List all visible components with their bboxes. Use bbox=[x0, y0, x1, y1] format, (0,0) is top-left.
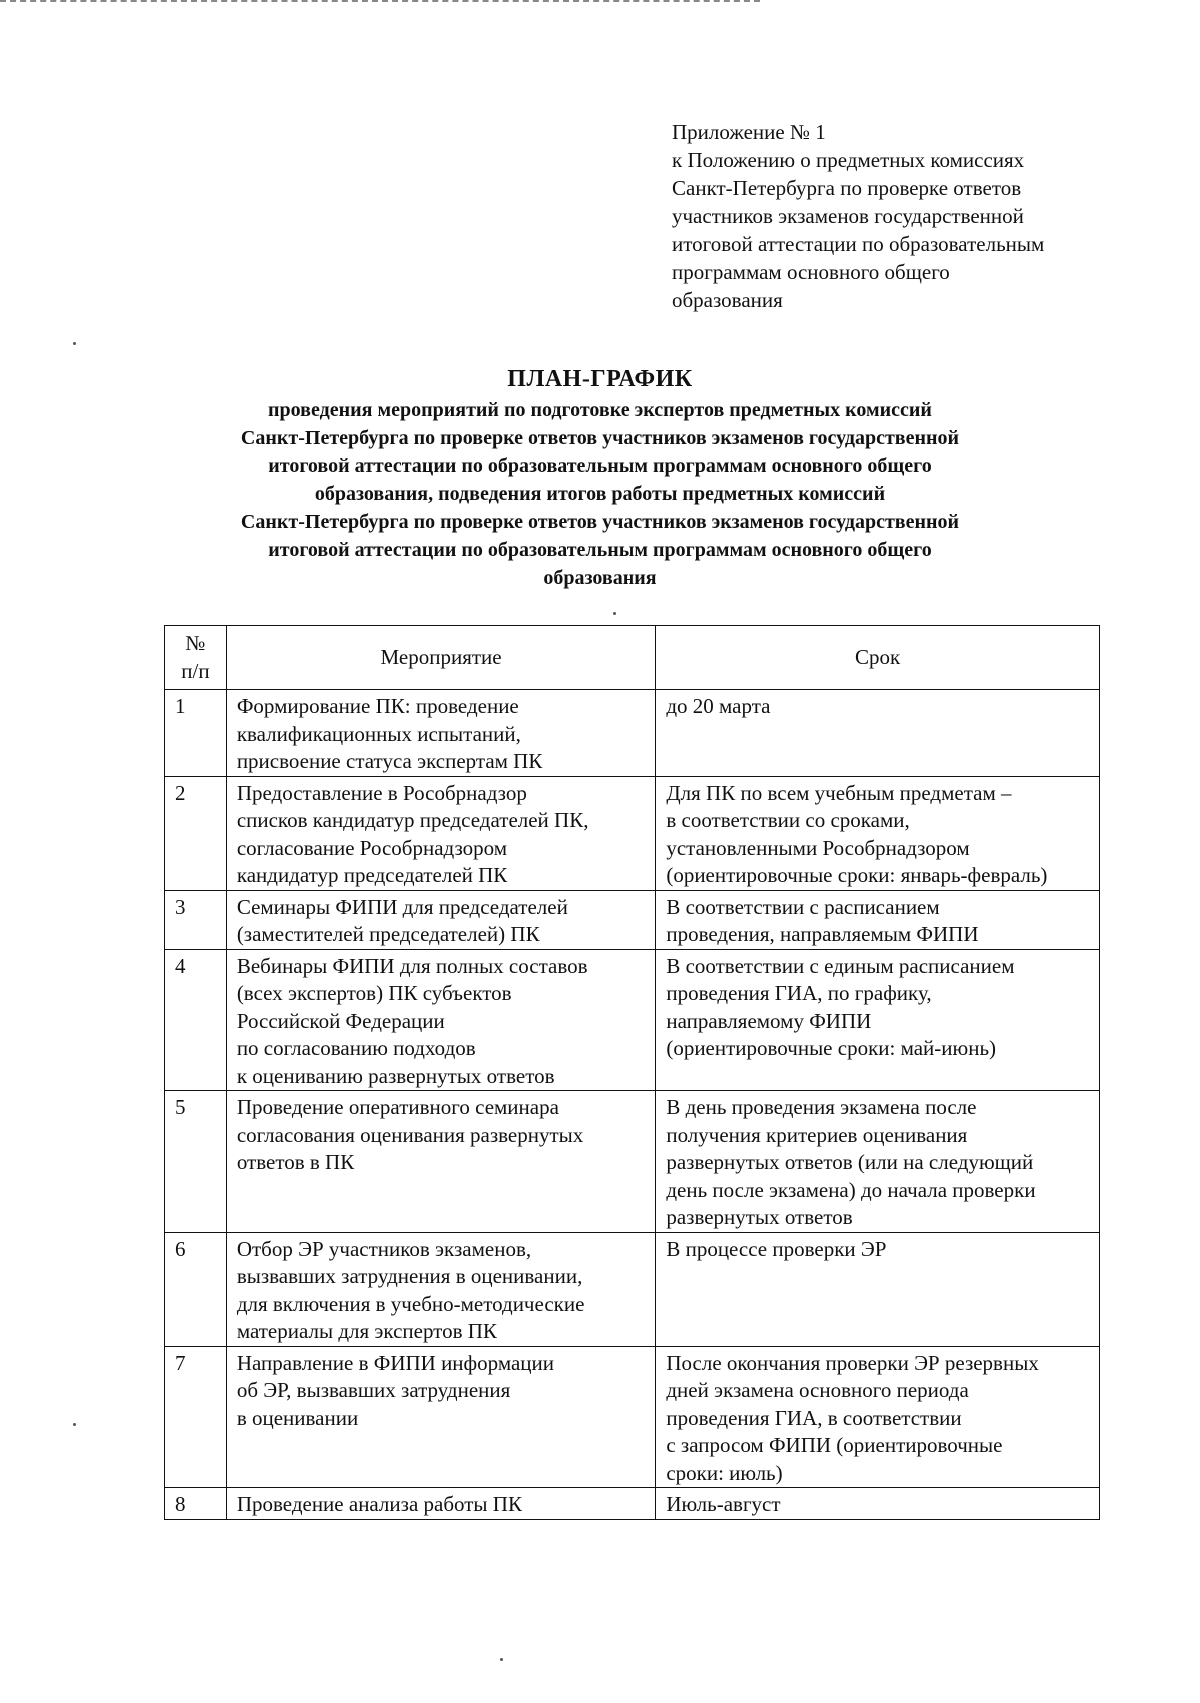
term-line: получения критериев оценивания bbox=[666, 1122, 968, 1147]
subtitle-line: итоговой аттестации по образовательным программам основного общего bbox=[268, 455, 932, 477]
term-line: После окончания проверки ЭР резервных bbox=[666, 1350, 1039, 1375]
table-row bbox=[165, 1091, 1100, 1233]
event-cell bbox=[226, 949, 656, 1091]
event-line: (заместителей председателей) ПК bbox=[236, 922, 540, 946]
scan-speck bbox=[73, 1423, 76, 1426]
header-event: Мероприятие bbox=[226, 626, 656, 690]
event-cell bbox=[226, 776, 656, 890]
term-line: В соответствии с расписанием bbox=[666, 894, 940, 919]
event-line: списков кандидатур председателей ПК, bbox=[236, 808, 589, 832]
term-line: В день проведения экзамена после bbox=[666, 1095, 977, 1119]
term-line: развернутых ответов (или на следующий bbox=[666, 1150, 1034, 1174]
event-line: Российской Федерации bbox=[236, 1008, 445, 1033]
event-line: кандидатур председателей ПК bbox=[236, 863, 508, 887]
subtitle-line: Санкт-Петербурга по проверке ответов участников экзаменов государственной bbox=[240, 427, 960, 449]
event-line: согласование Рособрнадзором bbox=[236, 835, 508, 860]
event-line: Проведение анализа работы ПК bbox=[236, 1492, 522, 1516]
term-line: проведения ГИА, в соответствии bbox=[666, 1405, 962, 1430]
scan-speck bbox=[73, 342, 76, 345]
event-line: Предоставление в Рособрнадзор bbox=[236, 780, 527, 805]
document-title: ПЛАН-ГРАФИК bbox=[507, 366, 693, 392]
header-term: Срок bbox=[656, 626, 1100, 690]
event-line: Отбор ЭР участников экзаменов, bbox=[236, 1236, 532, 1261]
table-row bbox=[165, 1346, 1100, 1488]
subtitle-line: Санкт-Петербурга по проверке ответов участников экзаменов государственной bbox=[240, 511, 960, 533]
row-number: 7 bbox=[165, 1346, 227, 1488]
term-line: В соответствии с единым расписанием bbox=[666, 953, 1015, 978]
event-cell bbox=[226, 890, 656, 949]
term-line: развернутых ответов bbox=[666, 1205, 853, 1229]
event-line: об ЭР, вызвавших затруднения bbox=[236, 1378, 511, 1402]
row-number: 4 bbox=[165, 949, 227, 1091]
event-cell bbox=[226, 1091, 656, 1233]
term-cell bbox=[656, 776, 1100, 890]
event-line: согласования оценивания развернутых bbox=[236, 1122, 584, 1147]
term-line: сроки: июль) bbox=[666, 1460, 783, 1485]
appendix-line: образования bbox=[672, 288, 783, 312]
scan-speck bbox=[613, 612, 616, 615]
appendix-line: Приложение № 1 bbox=[672, 120, 826, 144]
table-row bbox=[165, 690, 1100, 777]
table-row bbox=[165, 890, 1100, 949]
term-cell bbox=[656, 1488, 1100, 1520]
event-cell bbox=[226, 690, 656, 777]
event-cell bbox=[226, 1488, 656, 1520]
subtitle-line: проведения мероприятий по подготовке экспертов предметных комиссий bbox=[268, 399, 932, 421]
plan-schedule-table bbox=[164, 625, 1100, 1520]
term-line: Для ПК по всем учебным предметам – bbox=[666, 780, 1012, 805]
event-line: к оцениванию развернутых ответов bbox=[236, 1063, 555, 1088]
event-line: по согласованию подходов bbox=[236, 1036, 476, 1060]
term-line: с запросом ФИПИ (ориентировочные bbox=[666, 1433, 1003, 1457]
appendix-line: к Положению о предметных комиссиях bbox=[672, 148, 1025, 172]
table-row bbox=[165, 776, 1100, 890]
row-number: 8 bbox=[165, 1488, 227, 1520]
event-line: ответов в ПК bbox=[236, 1150, 355, 1174]
document-subtitle bbox=[160, 396, 1040, 592]
term-cell bbox=[656, 1091, 1100, 1233]
row-number: 3 bbox=[165, 890, 227, 949]
term-line: Июль-август bbox=[666, 1492, 781, 1516]
table-row bbox=[165, 949, 1100, 1091]
event-line: материалы для экспертов ПК bbox=[236, 1319, 497, 1343]
appendix-line: итоговой аттестации по образовательным bbox=[672, 232, 1045, 256]
document-title-block bbox=[160, 364, 1040, 592]
term-line: В процессе проверки ЭР bbox=[666, 1236, 887, 1261]
event-line: квалификационных испытаний, bbox=[236, 721, 521, 746]
term-line: до 20 марта bbox=[666, 694, 771, 718]
event-line: Направление в ФИПИ информации bbox=[236, 1350, 555, 1375]
term-cell bbox=[656, 1346, 1100, 1488]
event-line: в оценивании bbox=[236, 1405, 359, 1430]
term-line: направляемому ФИПИ bbox=[666, 1008, 872, 1033]
row-number: 1 bbox=[165, 690, 227, 777]
event-line: Формирование ПК: проведение bbox=[236, 694, 519, 718]
term-cell bbox=[656, 1232, 1100, 1346]
event-line: Проведение оперативного семинара bbox=[236, 1095, 559, 1119]
term-cell bbox=[656, 690, 1100, 777]
event-cell bbox=[226, 1346, 656, 1488]
table-row bbox=[165, 1488, 1100, 1520]
term-line: день после экзамена) до начала проверки bbox=[666, 1177, 1036, 1202]
subtitle-line: образования, подведения итогов работы предметных комиссий bbox=[314, 483, 886, 505]
event-line: Семинары ФИПИ для председателей bbox=[236, 894, 568, 919]
subtitle-line: итоговой аттестации по образовательным программам основного общего bbox=[268, 539, 932, 561]
appendix-header bbox=[672, 118, 1142, 314]
scan-edge-marks bbox=[0, 0, 760, 6]
table-body bbox=[165, 690, 1100, 1520]
event-cell bbox=[226, 1232, 656, 1346]
subtitle-line: образования bbox=[543, 567, 657, 589]
term-cell bbox=[656, 890, 1100, 949]
table-row bbox=[165, 1232, 1100, 1346]
scan-speck bbox=[500, 1658, 503, 1661]
row-number: 5 bbox=[165, 1091, 227, 1233]
event-line: для включения в учебно-методические bbox=[236, 1291, 585, 1316]
table-header-row bbox=[165, 626, 1100, 690]
term-line: проведения ГИА, по графику, bbox=[666, 981, 932, 1005]
event-line: (всех экспертов) ПК субъектов bbox=[236, 981, 512, 1005]
term-line: проведения, направляемым ФИПИ bbox=[666, 922, 979, 946]
header-number-abbr: п/п bbox=[181, 658, 210, 683]
header-number-symbol: № bbox=[185, 631, 206, 655]
row-number: 6 bbox=[165, 1232, 227, 1346]
term-line: установленными Рособрнадзором bbox=[666, 835, 970, 860]
event-line: присвоение статуса экспертам ПК bbox=[236, 749, 543, 773]
row-number: 2 bbox=[165, 776, 227, 890]
header-number bbox=[165, 626, 227, 690]
term-line: (ориентировочные сроки: май-июнь) bbox=[666, 1036, 997, 1060]
term-line: дней экзамена основного периода bbox=[666, 1378, 969, 1402]
term-cell bbox=[656, 949, 1100, 1091]
appendix-line: Санкт-Петербурга по проверке ответов bbox=[672, 176, 1022, 200]
event-line: вызвавших затруднения в оценивании, bbox=[236, 1264, 583, 1288]
term-line: в соответствии со сроками, bbox=[666, 808, 910, 832]
event-line: Вебинары ФИПИ для полных составов bbox=[236, 953, 588, 978]
appendix-line: программам основного общего bbox=[672, 260, 950, 284]
term-line: (ориентировочные сроки: январь-февраль) bbox=[666, 863, 1048, 887]
appendix-line: участников экзаменов государственной bbox=[672, 204, 1024, 228]
